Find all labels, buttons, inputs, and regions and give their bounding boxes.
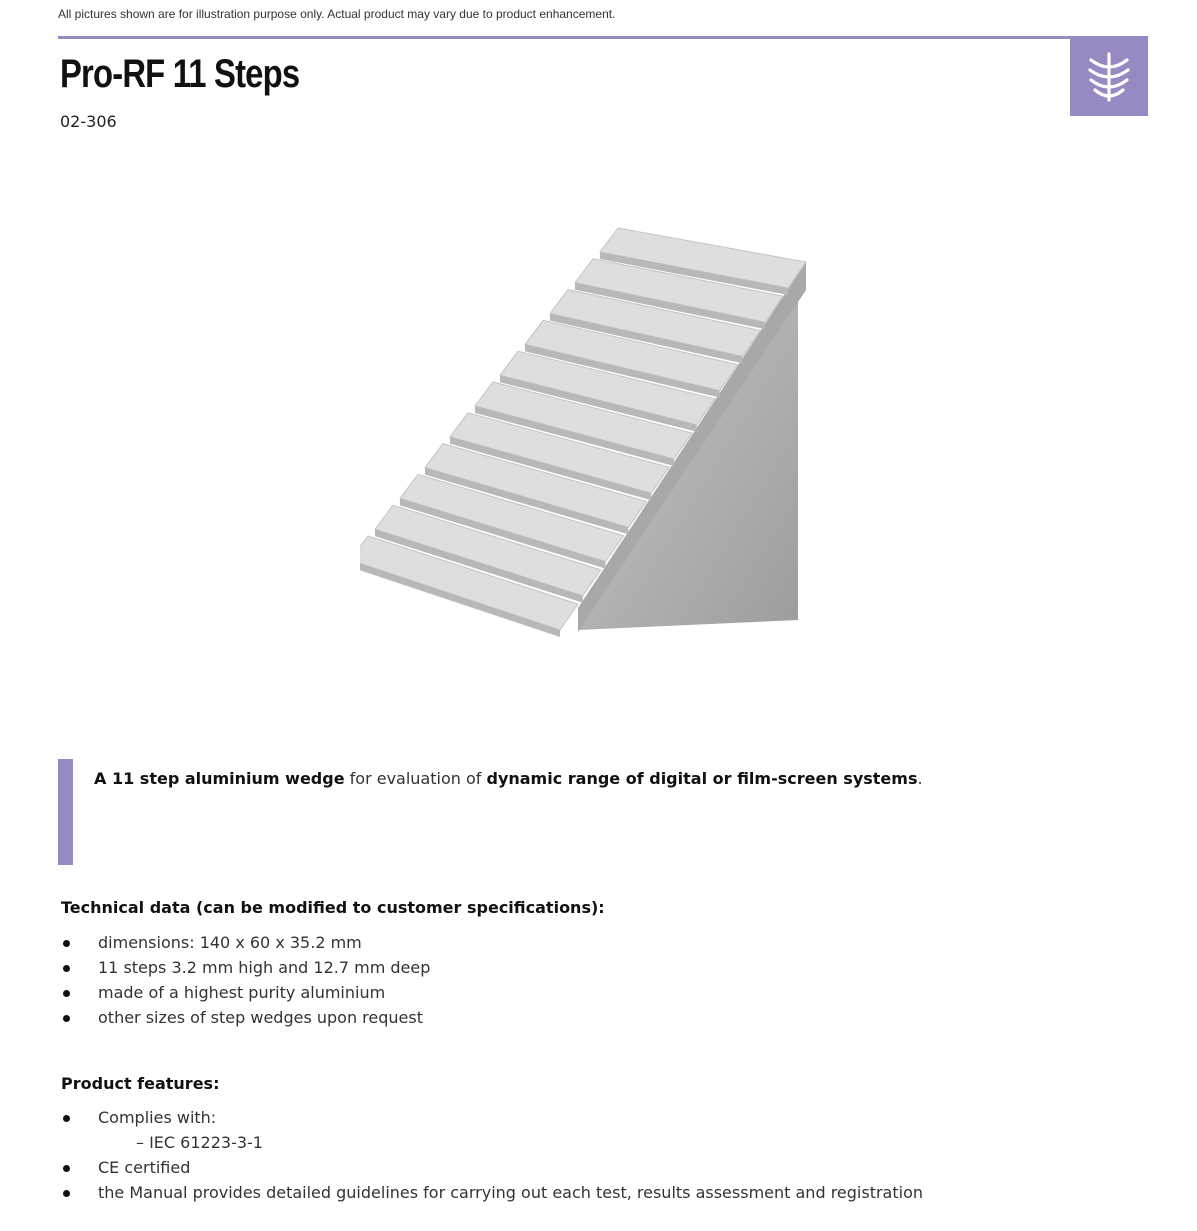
product-features-heading: Product features: <box>61 1074 220 1093</box>
product-code: 02-306 <box>60 112 117 131</box>
callout-accent-bar <box>58 759 73 865</box>
list-item: made of a highest purity aluminium <box>61 980 430 1005</box>
list-item: 11 steps 3.2 mm high and 12.7 mm deep <box>61 955 430 980</box>
list-sub-item: – IEC 61223-3-1 <box>136 1133 263 1152</box>
description-text-1: for evaluation of <box>344 769 487 788</box>
list-item: the Manual provides detailed guidelines for carrying out each test, results assessment and registration <box>61 1180 923 1205</box>
list-item: Complies with: <box>61 1105 923 1130</box>
product-title: Pro-RF 11 Steps <box>60 52 300 96</box>
product-features-list <box>61 1105 923 1205</box>
wheat-logo-icon <box>1084 50 1134 104</box>
list-item: CE certified <box>61 1155 923 1180</box>
description-bold-2: dynamic range of digital or film-screen systems <box>486 769 918 788</box>
product-description <box>94 769 923 788</box>
technical-data-heading: Technical data (can be modified to customer specifications): <box>61 898 605 917</box>
list-item: other sizes of step wedges upon request <box>61 1005 430 1030</box>
description-bold-1: A 11 step aluminium wedge <box>94 769 345 788</box>
header-divider <box>58 36 1148 39</box>
step-wedge-image <box>360 220 820 640</box>
brand-logo <box>1070 38 1148 116</box>
disclaimer-text: All pictures shown are for illustration purpose only. Actual product may vary due to product enhancement. <box>58 7 616 21</box>
list-item: dimensions: 140 x 60 x 35.2 mm <box>61 930 430 955</box>
description-text-2: . <box>917 769 923 788</box>
technical-data-list <box>61 930 430 1030</box>
